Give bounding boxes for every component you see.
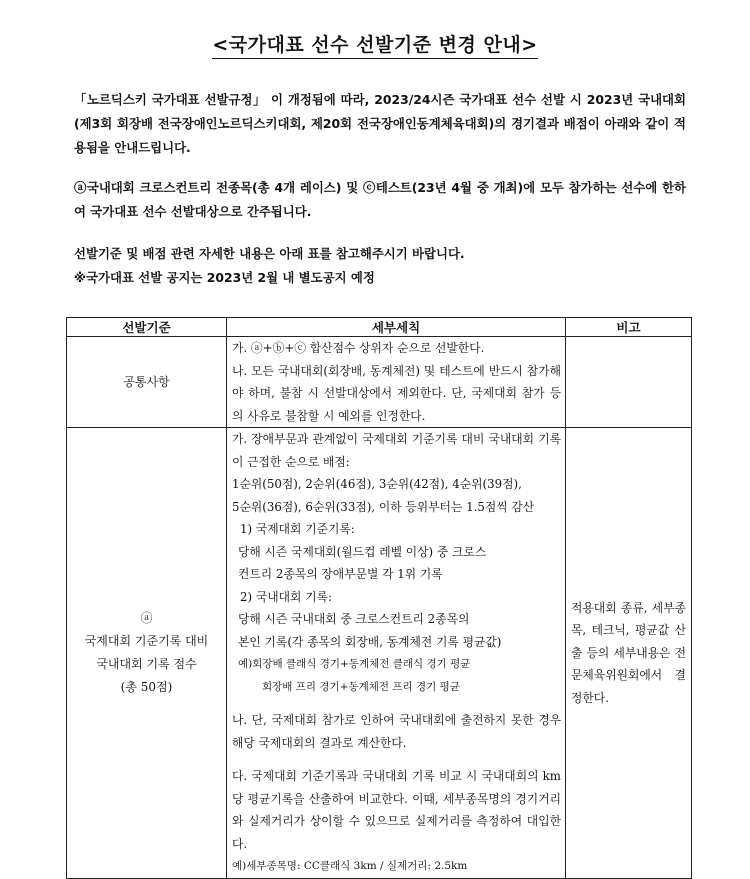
criterion-a-line1: 국제대회 기준기록 대비 [84, 633, 209, 648]
rule-ranks-2: 5순위(36점), 6순위(33점), 이하 등위부터는 1.5점씩 감산 [232, 499, 535, 514]
header-details: 세부세칙 [227, 318, 566, 337]
remarks-a: 적용대회 종류, 세부종목, 테크닉, 평균값 산출 등의 세부내용은 전문체육위원회에서 결정한다. [566, 428, 692, 879]
table-row-a [67, 428, 692, 879]
sub2-line2: 본인 기록(각 종목의 회장배, 동계체전 기록 평균값) [238, 634, 502, 649]
sub1-line2: 컨트리 2종목의 장애부문별 각 1위 기록 [238, 567, 443, 581]
criterion-common: 공통사항 [67, 337, 227, 428]
selection-criteria-table [66, 317, 692, 879]
common-rule-na: 나. 모든 국내대회(회장배, 동계체전) 및 테스트에 반드시 참가해야 하며, 불참 시 선발대상에서 제외한다. 단, 국제대회 참가 등의 사유로 불참할 시 예외를 인정한다. [232, 363, 561, 423]
example-1: 예)회장배 클래식 경기+동계체전 클래식 경기 평균 [238, 658, 471, 670]
page-title [0, 30, 750, 57]
details-common [227, 337, 566, 428]
table-reference-note: 선발기준 및 배점 관련 자세한 내용은 아래 표를 참고해주시기 바랍니다. [74, 246, 465, 261]
intro-paragraph-2: ⓐ국내대회 크로스컨트리 전종목(총 4개 레이스) 및 ⓒ테스트(23년 4월 중 개최)에 모두 참가하는 선수에 한하여 국가대표 선수 선발대상으로 간주됩니다. [74, 180, 686, 219]
rule-da: 다. 국제대회 기준기록과 국내대회 기록 비교 시 국내대회의 km당 평균기록을 산출하여 비교한다. 이때, 세부종목명의 경기거리와 실제거리가 상이할 수 있으므로 실제거리를 측정하여 대입한다. [232, 769, 561, 851]
rule-ga: 가. 장애부문과 관계없이 국제대회 기준기록 대비 국내대회 기록이 근접한 순으로 배점: [232, 432, 561, 469]
sub2-title: 2) 국내대회 기록: [240, 589, 332, 604]
header-criterion: 선발기준 [67, 318, 227, 337]
sub1-title: 1) 국제대회 기준기록: [240, 522, 355, 536]
criterion-a-line3: (총 50점) [120, 679, 173, 694]
details-a [227, 428, 566, 879]
common-rule-ga: 가. ⓐ+ⓑ+ⓒ 합산점수 상위자 순으로 선발한다. [232, 341, 485, 355]
announcement-note: ※국가대표 선발 공지는 2023년 2월 내 별도공지 예정 [74, 270, 375, 285]
table-header-row [67, 318, 692, 337]
page-title-text: <국가대표 선수 선발기준 변경 안내> [212, 34, 537, 59]
rule-ranks-1: 1순위(50점), 2순위(46점), 3순위(42점), 4순위(39점), [232, 477, 522, 491]
criterion-a-line2: 국내대회 기록 점수 [96, 656, 197, 671]
criterion-a [67, 428, 227, 879]
table-row-common [67, 337, 692, 428]
criterion-a-mark: ⓐ [140, 610, 153, 625]
sub1-line1: 당해 시즌 국제대회(월드컵 레벨 이상) 중 크로스 [238, 544, 487, 559]
remarks-common [566, 337, 692, 428]
header-remarks: 비고 [566, 318, 692, 337]
rule-na: 나. 단, 국제대회 참가로 인하여 국내대회에 출전하지 못한 경우 해당 국제대회의 결과로 계산한다. [232, 713, 561, 750]
intro-paragraph-3 [74, 242, 686, 290]
example-3: 예)세부종목명: CC클래식 3km / 실제거리: 2.5km [232, 860, 468, 872]
sub2-line1: 당해 시즌 국내대회 중 크로스컨트리 2종목의 [238, 612, 470, 626]
intro-paragraph-1: 「노르딕스키 국가대표 선발규정」 이 개정됨에 따라, 2023/24시즌 국가대표 선수 선발 시 2023년 국내대회(제3회 회장배 전국장애인노르딕스키대회, 제20회 전국장애인동계체육대회)의 경기결과 배점이 아래와 같이 적용됨을 안내드립니다. [74, 92, 686, 155]
example-2: 회장배 프리 경기+동계체전 프리 경기 평균 [262, 680, 460, 693]
